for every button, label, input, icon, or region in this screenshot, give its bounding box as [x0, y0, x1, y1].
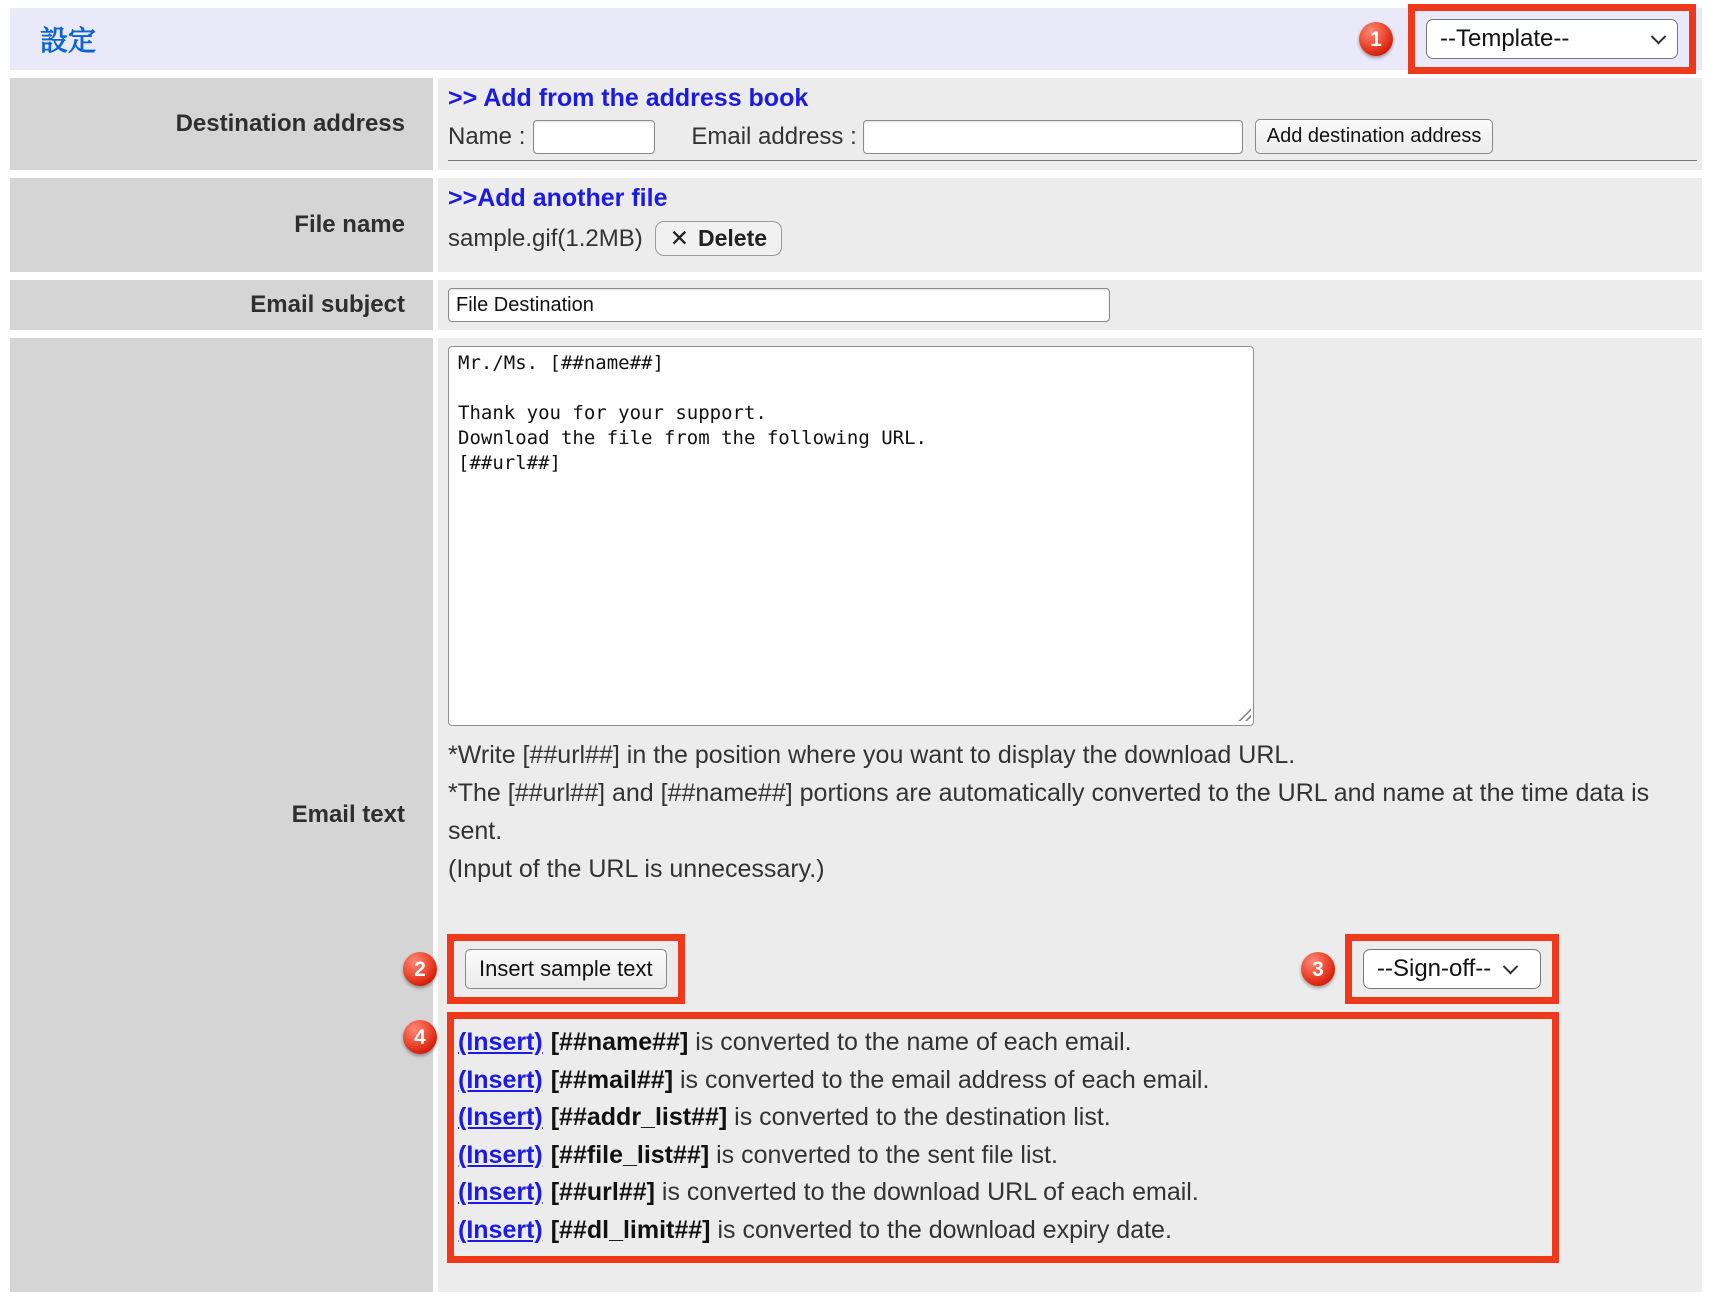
insert-list-item [458, 1174, 1540, 1212]
destination-address-row [10, 78, 1702, 170]
template-select-area [1359, 4, 1696, 74]
signoff-red-frame [1345, 934, 1559, 1004]
add-from-address-book-link[interactable]: >> Add from the address book [448, 84, 809, 112]
insert-link[interactable]: (Insert) [458, 1028, 543, 1056]
file-line [448, 221, 1702, 256]
file-info-text: sample.gif(1.2MB) [448, 224, 643, 252]
email-text-label: Email text [10, 338, 433, 1292]
email-body-wrap [448, 346, 1254, 726]
file-name-row [10, 178, 1702, 272]
insert-link[interactable]: (Insert) [458, 1178, 543, 1206]
delete-button-label: Delete [698, 225, 768, 251]
insert-sample-red-frame [447, 934, 685, 1004]
destination-inner [448, 84, 1697, 161]
chevron-down-icon [1503, 958, 1519, 974]
email-subject-input[interactable] [448, 288, 1110, 322]
insert-sample-group [403, 934, 685, 1004]
insert-list-red-frame [447, 1012, 1559, 1263]
insert-description: is converted to the name of each email. [688, 1028, 1132, 1056]
add-destination-address-button[interactable]: Add destination address [1255, 119, 1494, 154]
chevron-down-icon [1651, 28, 1667, 44]
insert-sample-text-button[interactable]: Insert sample text [465, 949, 667, 989]
annotation-badge-2: 2 [403, 952, 437, 986]
insert-description: is converted to the email address of each email. [673, 1065, 1210, 1094]
signoff-select-value: --Sign-off-- [1377, 955, 1492, 982]
settings-page [10, 8, 1702, 1292]
note-line: *The [##url##] and [##name##] portions are automatically converted to the URL and name at the time data is sent. [448, 779, 1650, 845]
insert-link[interactable]: (Insert) [458, 1065, 543, 1094]
name-input[interactable] [533, 120, 655, 154]
settings-header-bar [10, 8, 1702, 70]
email-address-input[interactable] [863, 120, 1243, 154]
placeholder-token: [##mail##] [550, 1065, 674, 1094]
email-subject-row [10, 280, 1702, 330]
delete-file-button[interactable] [655, 221, 782, 256]
email-text-row [10, 338, 1702, 1292]
placeholder-token: [##file_list##] [550, 1140, 710, 1169]
x-icon: ✕ [669, 225, 690, 251]
placeholder-token: [##addr_list##] [550, 1103, 728, 1131]
placeholder-token: [##name##] [550, 1028, 689, 1056]
insert-list-item [458, 1212, 1540, 1250]
template-select[interactable] [1426, 19, 1678, 59]
insert-list-item [458, 1024, 1540, 1062]
file-name-content [438, 178, 1702, 272]
add-another-file-link[interactable]: >>Add another file [448, 184, 668, 212]
email-subject-content [438, 280, 1702, 330]
insert-description: is converted to the download expiry date. [710, 1215, 1172, 1244]
note-line: (Input of the URL is unnecessary.) [448, 855, 825, 883]
insert-description: is converted to the download URL of each email. [654, 1178, 1199, 1206]
note-line: *Write [##url##] in the position where you want to display the download URL. [448, 741, 1296, 769]
placeholder-token: [##url##] [550, 1178, 655, 1206]
insert-description: is converted to the sent file list. [709, 1140, 1058, 1169]
insert-list-item [458, 1137, 1540, 1175]
destination-input-line [448, 119, 1697, 154]
placeholder-token: [##dl_limit##] [550, 1215, 711, 1244]
insert-list-item [458, 1062, 1540, 1100]
signoff-group [1301, 934, 1559, 1004]
insert-description: is converted to the destination list. [727, 1103, 1111, 1131]
file-name-label: File name [10, 178, 433, 272]
email-subject-label: Email subject [10, 280, 433, 330]
email-text-notes [448, 736, 1696, 888]
template-red-frame [1408, 4, 1696, 74]
email-address-label: Email address : [691, 122, 857, 150]
email-text-content [414, 338, 1702, 1292]
annotation-badge-3: 3 [1301, 952, 1335, 986]
name-label: Name : [448, 122, 526, 150]
insert-link[interactable]: (Insert) [458, 1215, 543, 1244]
annotation-badge-1: 1 [1359, 22, 1393, 56]
email-body-textarea[interactable] [448, 346, 1254, 726]
destination-address-content [438, 78, 1702, 170]
page-title: 設定 [40, 25, 97, 56]
template-select-value: --Template-- [1440, 25, 1570, 52]
destination-address-label: Destination address [10, 78, 433, 170]
sample-signoff-line [414, 934, 1702, 1004]
insert-list-item [458, 1099, 1540, 1137]
annotation-badge-4: 4 [403, 1020, 437, 1054]
signoff-select[interactable] [1363, 949, 1541, 989]
insert-list-group [403, 1012, 1702, 1263]
insert-link[interactable]: (Insert) [458, 1140, 543, 1169]
insert-link[interactable]: (Insert) [458, 1103, 543, 1131]
